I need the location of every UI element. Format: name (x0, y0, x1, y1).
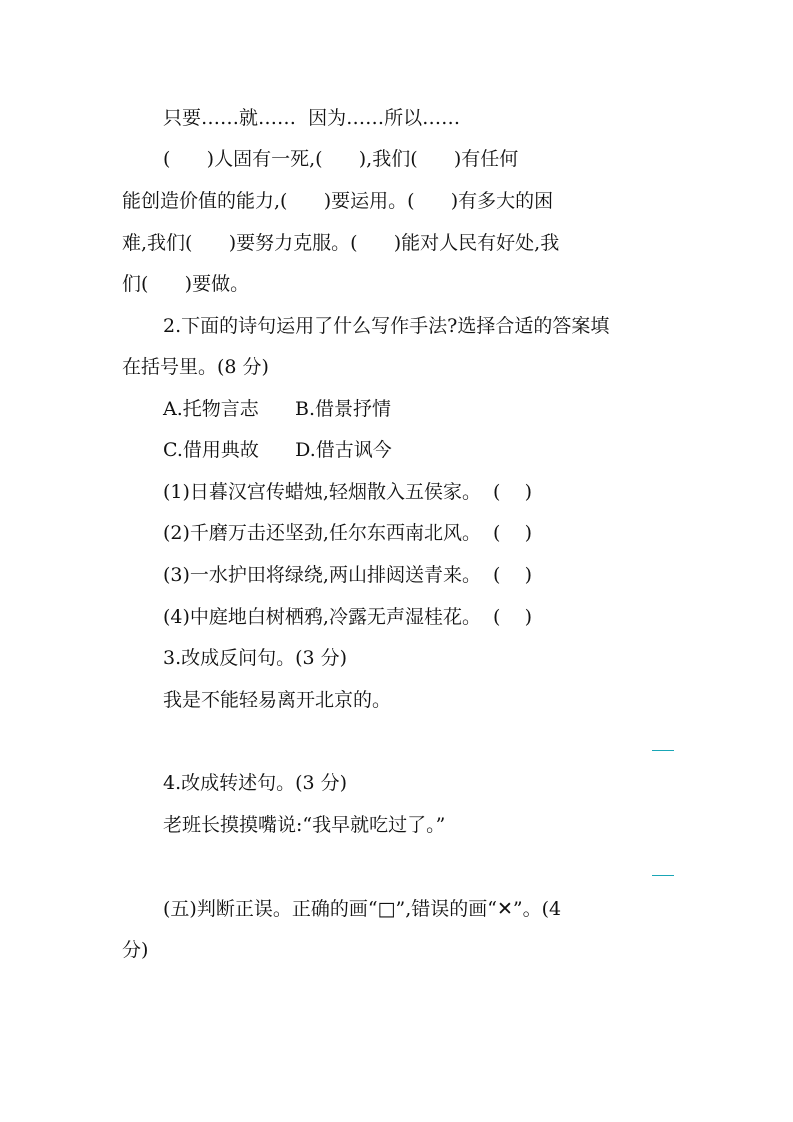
question-prompt: 3.改成反问句。(3 分) (163, 647, 348, 669)
fill-paragraph-line: 们( )要做。 (122, 273, 250, 295)
answer-line[interactable] (652, 750, 674, 751)
fill-paragraph-line: 能创造价值的能力,( )要运用。( )有多大的困 (122, 190, 554, 212)
section-heading: 分) (122, 939, 149, 961)
question-prompt: 4.改成转述句。(3 分) (163, 772, 348, 794)
answer-line[interactable] (652, 875, 674, 876)
options-row: A.托物言志 B.借景抒情 (163, 398, 392, 420)
options-row: C.借用典故 D.借古讽今 (163, 439, 392, 461)
poem-item: (1)日暮汉宫传蜡烛,轻烟散入五侯家。 ( ) (163, 481, 533, 503)
fill-paragraph-line: 难,我们( )要努力克服。( )能对人民有好处,我 (122, 232, 560, 254)
connectives-line: 只要……就…… 因为……所以…… (163, 107, 461, 129)
poem-item: (2)千磨万击还坚劲,任尔东西南北风。 ( ) (163, 522, 533, 544)
question-prompt: 在括号里。(8 分) (122, 356, 269, 378)
question-prompt: 2.下面的诗句运用了什么写作手法?选择合适的答案填 (163, 315, 610, 337)
question-sentence: 老班长摸摸嘴说:“我早就吃过了。” (163, 814, 446, 836)
poem-item: (3)一水护田将绿绕,两山排闼送青来。 ( ) (163, 564, 533, 586)
section-heading: (五)判断正误。正确的画“□”,错误的画“✕”。(4 (163, 898, 562, 920)
question-sentence: 我是不能轻易离开北京的。 (163, 689, 392, 711)
fill-paragraph-line: ( )人固有一死,( ),我们( )有任何 (163, 148, 519, 170)
poem-item: (4)中庭地白树栖鸦,冷露无声湿桂花。 ( ) (163, 606, 533, 628)
